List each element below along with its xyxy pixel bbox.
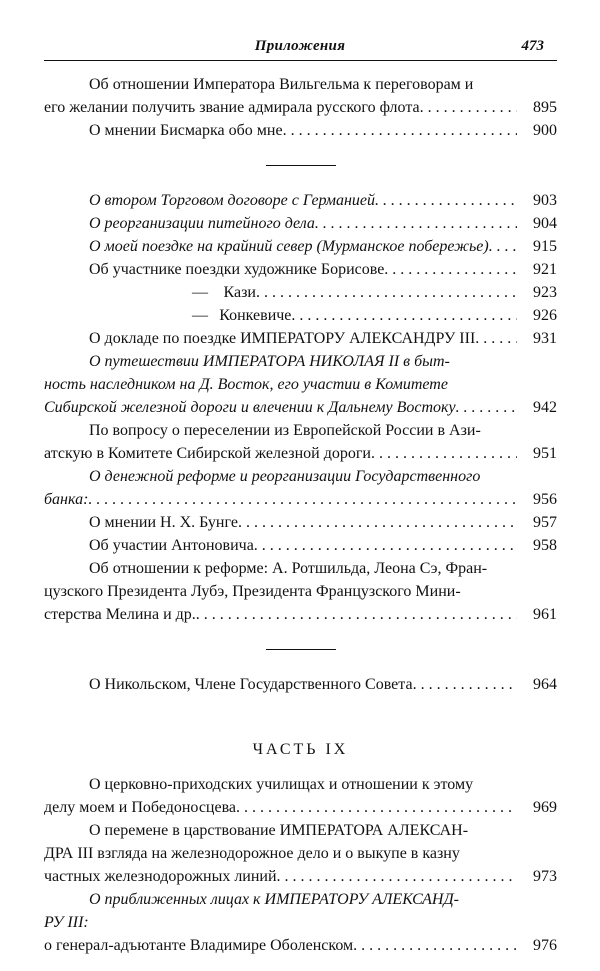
toc-entry — [44, 258, 557, 281]
toc-line: Кази — [223, 284, 256, 301]
toc-entry — [44, 673, 557, 696]
toc-entry — [44, 934, 557, 957]
toc-line: По вопросу о переселении из Европейской России в Ази- — [89, 422, 481, 439]
toc-line: О мнении Н. Х. Бунге — [89, 514, 238, 531]
toc-page: 921 — [533, 261, 557, 278]
toc-line: РУ III: — [44, 914, 89, 931]
toc-line: частных железнодорожных линий — [44, 868, 277, 885]
toc-line: его желании получить звание адмирала русского флота — [44, 99, 420, 116]
toc-page: 961 — [533, 606, 557, 623]
toc-page: 903 — [533, 192, 557, 209]
toc-page: 957 — [533, 514, 557, 531]
leader-dots — [254, 534, 517, 557]
toc-entry — [44, 304, 557, 327]
toc-page: 926 — [533, 307, 557, 324]
toc-line: О докладе по поездке ИМПЕРАТОРУ АЛЕКСАНДРУ III — [89, 330, 476, 347]
leader-dots — [456, 396, 517, 419]
ditto-dash: — — [192, 284, 208, 301]
toc-page: 895 — [533, 99, 557, 116]
table-of-contents — [44, 73, 557, 957]
toc-page: 956 — [533, 491, 557, 508]
section-divider — [266, 165, 336, 166]
toc-page: 973 — [533, 868, 557, 885]
leader-dots — [88, 488, 517, 511]
toc-entry — [44, 189, 557, 212]
leader-dots — [420, 96, 517, 119]
leader-dots — [353, 934, 517, 957]
toc-line: Об отношении Императора Вильгельма к переговорам и — [89, 76, 474, 93]
toc-entry — [44, 819, 557, 888]
ditto-dash: — — [192, 307, 208, 324]
toc-entry — [44, 465, 557, 511]
leader-dots — [283, 119, 517, 142]
leader-dots — [238, 511, 517, 534]
leader-dots — [196, 603, 517, 626]
toc-line: О мнении Бисмарка обо мне — [89, 122, 283, 139]
toc-page: 915 — [533, 238, 557, 255]
toc-line: Об участнике поездки художнике Борисове — [89, 261, 385, 278]
toc-page: 958 — [533, 537, 557, 554]
leader-dots — [489, 235, 517, 258]
leader-dots — [371, 442, 517, 465]
toc-page: 951 — [533, 445, 557, 462]
toc-page: 964 — [533, 676, 557, 693]
toc-line: О реорганизации питейного дела — [89, 215, 315, 232]
toc-entry — [44, 73, 557, 119]
toc-line: О перемене в царствование ИМПЕРАТОРА АЛЕКСАН- — [89, 822, 469, 839]
toc-page: 976 — [533, 937, 557, 954]
toc-line: ность наследником на Д. Восток, его участии в Комитете — [44, 376, 448, 393]
toc-line: О путешествии ИМПЕРАТОРА НИКОЛАЯ II в быт- — [89, 353, 450, 370]
toc-line: О моей поездке на крайний север (Мурманское побережье) — [89, 238, 489, 255]
toc-line: банка: — [44, 491, 89, 508]
toc-line: атскую в Комитете Сибирской железной дороги — [44, 445, 371, 462]
toc-entry — [44, 327, 557, 350]
toc-line: О Никольском, Члене Государственного Совета — [89, 676, 413, 693]
toc-line: Об отношении к реформе: А. Ротшильда, Леона Сэ, Фран- — [89, 560, 488, 577]
toc-page: 942 — [533, 399, 557, 416]
toc-entry — [44, 534, 557, 557]
section-divider — [266, 649, 336, 650]
toc-line: О втором Торговом договоре с Германией — [89, 192, 376, 209]
toc-entry — [44, 281, 557, 304]
toc-line: Сибирской железной дороги и влечении к Дальнему Востоку — [44, 399, 456, 416]
toc-line: ДРА III взгляда на железнодорожное дело и о выкупе в казну — [44, 845, 460, 862]
toc-entry — [44, 557, 557, 626]
header-rule — [44, 60, 557, 61]
leader-dots — [475, 327, 517, 350]
leader-dots — [315, 212, 517, 235]
toc-entry — [44, 119, 557, 142]
toc-entry — [44, 235, 557, 258]
leader-dots — [413, 673, 517, 696]
leader-dots — [384, 258, 517, 281]
leader-dots — [375, 189, 517, 212]
part-heading: ЧАСТЬ IX — [252, 741, 349, 758]
leader-dots — [277, 865, 517, 888]
running-header-title: Приложения — [254, 38, 346, 54]
toc-entry — [44, 350, 557, 419]
toc-page: 900 — [533, 122, 557, 139]
toc-page: 904 — [533, 215, 557, 232]
toc-entry — [44, 212, 557, 235]
toc-line: о генерал-адъютанте Владимире Оболенском — [44, 937, 354, 954]
toc-page: 923 — [533, 284, 557, 301]
leader-dots — [236, 796, 517, 819]
leader-dots — [256, 281, 517, 304]
toc-page: 969 — [533, 799, 557, 816]
toc-line: Конкевиче — [219, 307, 292, 324]
toc-entry — [44, 773, 557, 819]
toc-line: стерства Мелина и др. — [44, 606, 196, 623]
toc-line: делу моем и Победоносцева — [44, 799, 237, 816]
toc-line: О приближенных лицах к ИМПЕРАТОРУ АЛЕКСАНД- — [89, 891, 459, 908]
toc-entry — [44, 419, 557, 465]
leader-dots — [291, 304, 517, 327]
toc-entry — [44, 888, 557, 934]
toc-entry — [44, 511, 557, 534]
toc-line: О церковно-приходских училищах и отношении к этому — [89, 776, 474, 793]
toc-line: Об участии Антоновича — [89, 537, 254, 554]
toc-line: О денежной реформе и реорганизации Государственного — [89, 468, 481, 485]
page-number: 473 — [521, 38, 544, 54]
toc-page: 931 — [533, 330, 557, 347]
toc-line: цузского Президента Лубэ, Президента Французского Мини- — [44, 583, 461, 600]
